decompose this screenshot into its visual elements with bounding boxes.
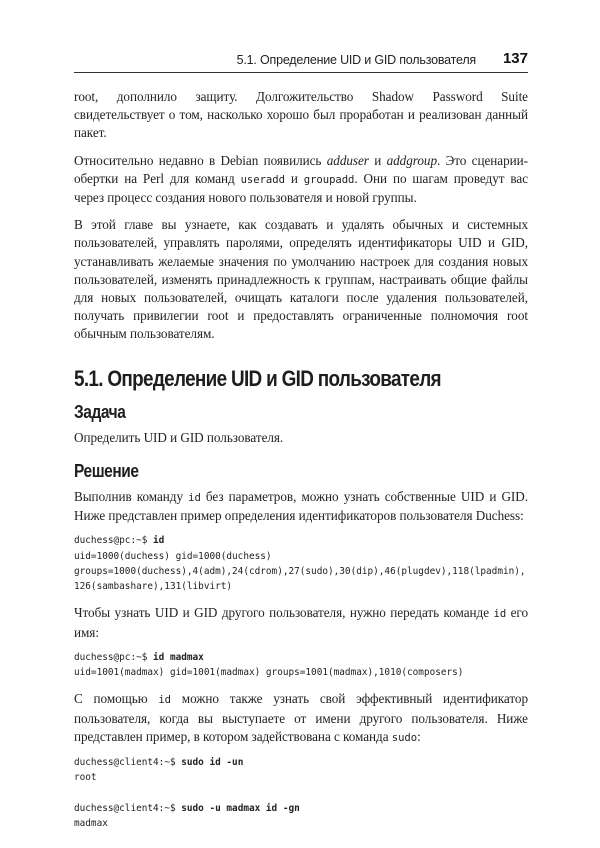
code-block-3	[74, 755, 528, 831]
sudo-code: sudo	[391, 731, 418, 744]
text-run: и	[284, 170, 304, 186]
shell-prompt: duchess@pc:~$	[74, 651, 154, 663]
task-heading: Задача	[74, 401, 126, 422]
solution-heading: Решение	[74, 460, 139, 481]
text-run: Чтобы узнать UID и GID другого пользователя, нужно передать команде	[74, 605, 494, 621]
text-run: :	[417, 728, 421, 744]
shell-command: id madmax	[153, 651, 204, 663]
text-run: без параметров, можно узнать собственные UID и GID. Ниже представлен пример определения идентификаторов пользователя Duchess:	[74, 488, 528, 524]
task-text: Определить UID и GID пользователя.	[74, 429, 284, 445]
section-heading: 5.1. Определение UID и GID пользователя	[74, 365, 441, 391]
shell-prompt: duchess@client4:~$	[74, 757, 182, 769]
text-run: Относительно недавно в Debian появились	[74, 152, 327, 168]
id-code: id	[188, 491, 201, 504]
running-header	[74, 50, 528, 73]
shell-output: uid=1001(madmax) gid=1001(madmax) groups=1001(madmax),1010(composers)	[74, 667, 464, 679]
solution-paragraph-1	[74, 488, 528, 525]
shell-command: sudo -u madmax id -gn	[181, 802, 300, 814]
page-number: 137	[502, 50, 528, 67]
id-code: id	[493, 608, 507, 621]
intro-paragraph-1: root, дополнило защиту. Долгожительство Shadow Password Suite свидетельствует о том, насколько хорошо был проработан и реализован данный пакет.	[74, 89, 528, 141]
shell-output: uid=1000(duchess) gid=1000(duchess) groups=1000(duchess),4(adm),24(cdrom),27(sudo),30(dip),46(plugdev),118(lpadmin), 126(sambashare),131(libvirt)	[74, 550, 526, 593]
shell-prompt: duchess@client4:~$	[74, 802, 182, 814]
solution-paragraph-3	[74, 690, 528, 747]
shell-output: root	[74, 772, 97, 784]
shell-prompt: duchess@pc:~$	[74, 535, 154, 547]
code-block-1	[74, 533, 528, 594]
text-run: можно также узнать свой эффективный идентификатор пользователя, когда вы выступаете от имени другого пользователя. Ниже представлен пример, в котором задействована с команда	[74, 691, 528, 744]
code-block-2	[74, 650, 528, 681]
groupadd-code: groupadd	[303, 173, 355, 186]
text-run: его имя:	[74, 605, 529, 640]
shell-command: id	[153, 535, 165, 547]
solution-paragraph-2	[74, 604, 528, 641]
text-run: . Они по шагам проведут вас через процесс создания нового пользователя и новой группы.	[74, 170, 528, 206]
page-body	[74, 88, 528, 842]
shell-output: madmax	[74, 818, 108, 830]
text-run: и	[368, 152, 387, 168]
intro-paragraph-3: В этой главе вы узнаете, как создавать и удалять обычных и системных пользователей, управлять паролями, определять идентификаторы UID и GID, устанавливать желаемые значения по умолчанию настроек для создания новых пользователей, изменять принадлежность к группам, настраивать общие файлы для новых пользователей, очищать каталоги после удаления пользователей, получать привилегии root и предоставлять ограниченные полномочия root обычным пользователям.	[74, 217, 528, 342]
useradd-code: useradd	[240, 173, 285, 186]
id-code: id	[158, 694, 171, 707]
text-run: Выполнив команду	[74, 488, 189, 504]
shell-command: sudo id -un	[181, 757, 244, 769]
adduser-term: adduser	[326, 152, 369, 168]
text-run: . Это сценарии-обертки на Perl для команд	[74, 152, 528, 186]
text-run: С помощью	[74, 691, 159, 707]
intro-paragraph-2	[74, 152, 528, 208]
header-section-title: 5.1. Определение UID и GID пользователя	[236, 53, 476, 67]
addgroup-term: addgroup	[386, 152, 437, 168]
